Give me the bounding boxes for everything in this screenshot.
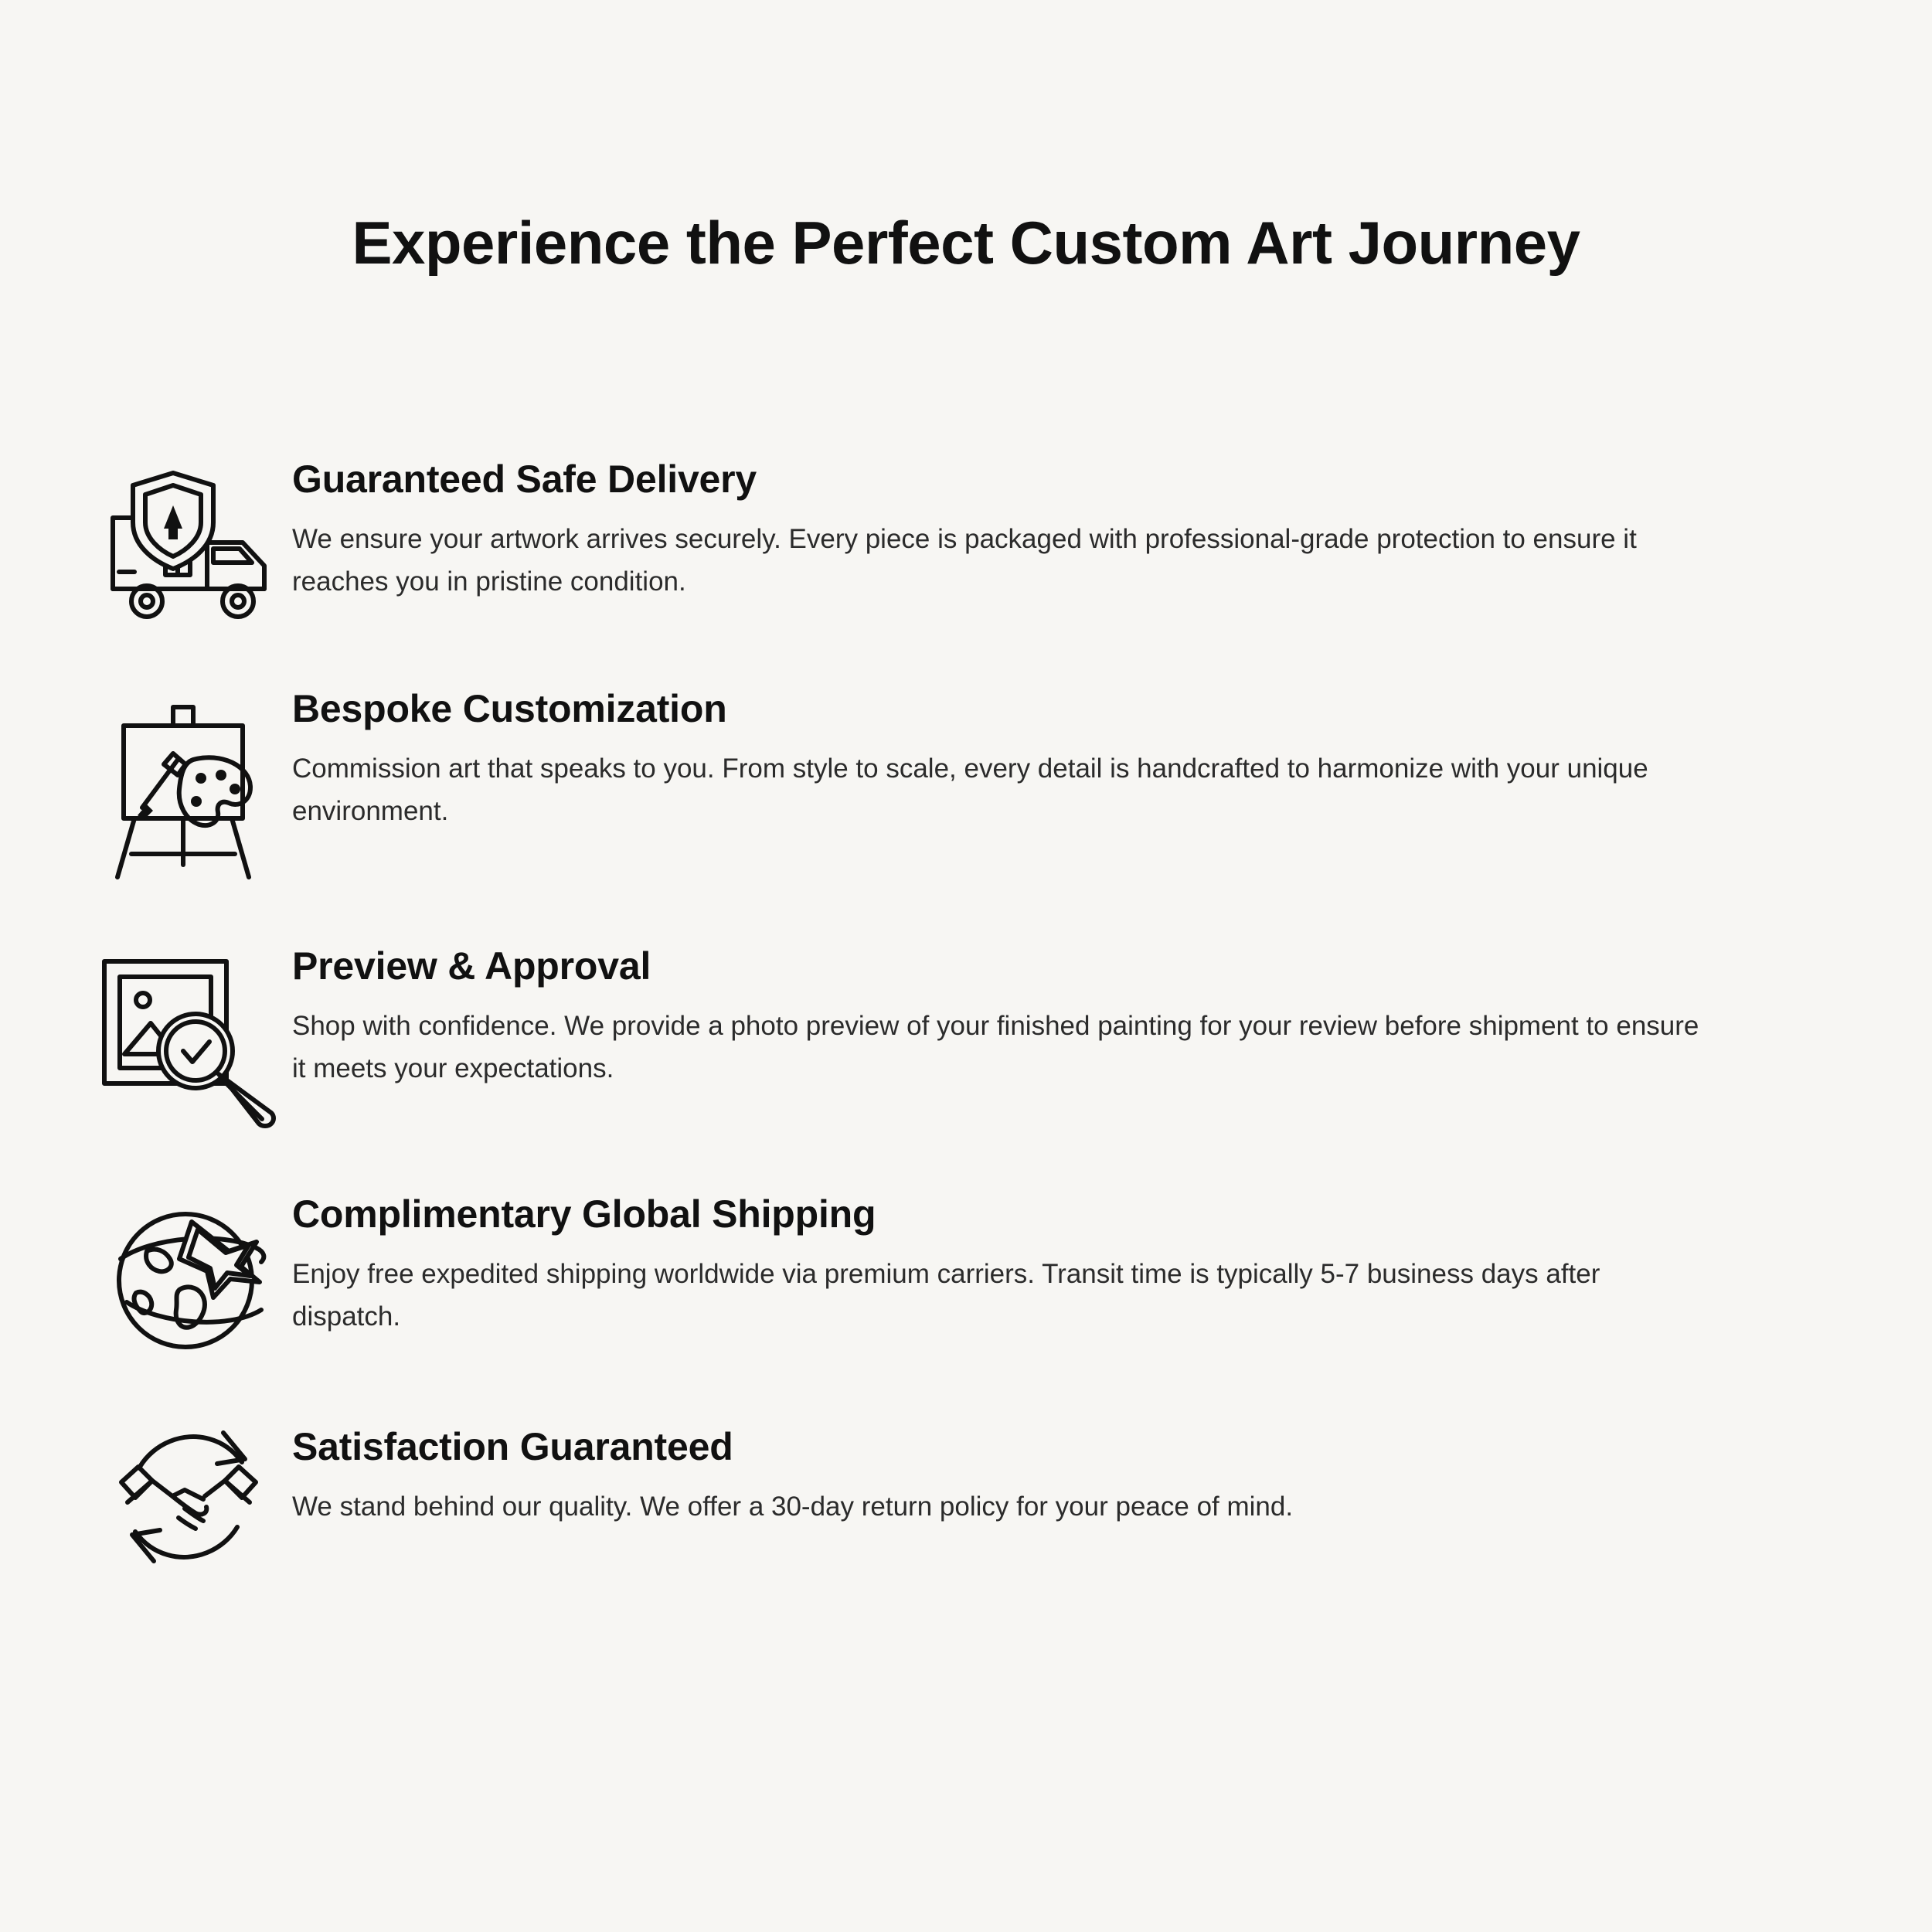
- handshake-arrows-icon: [83, 1414, 292, 1573]
- feature-text: [292, 457, 1839, 603]
- feature-description: We stand behind our quality. We offer a 30-day return policy for your peace of mind.: [292, 1492, 1294, 1522]
- page-title: Experience the Perfect Custom Art Journey: [352, 209, 1580, 277]
- list-item: [83, 457, 1839, 631]
- feature-title: Satisfaction Guaranteed: [292, 1424, 733, 1468]
- feature-title: Guaranteed Safe Delivery: [292, 457, 757, 501]
- feature-text: [292, 1192, 1839, 1338]
- globe-airplane-icon: [83, 1192, 292, 1359]
- feature-text: [292, 1414, 1839, 1529]
- easel-palette-brush-icon: [83, 687, 292, 884]
- feature-title: Bespoke Customization: [292, 686, 727, 730]
- list-item: [83, 687, 1839, 884]
- shielded-delivery-truck-icon: [83, 457, 292, 631]
- list-item: [83, 944, 1839, 1134]
- list-item: [83, 1192, 1839, 1359]
- feature-text: [292, 944, 1839, 1090]
- feature-title: Preview & Approval: [292, 944, 651, 988]
- framed-picture-magnifier-check-icon: [83, 944, 292, 1134]
- feature-description: Enjoy free expedited shipping worldwide via premium carriers. Transit time is typically 5-7 business days after dispatch.: [292, 1259, 1600, 1332]
- feature-list: [0, 457, 1932, 1573]
- feature-text: [292, 687, 1839, 832]
- feature-description: Commission art that speaks to you. From style to scale, every detail is handcrafted to harmonize with your unique environment.: [292, 753, 1648, 826]
- list-item: [83, 1414, 1839, 1573]
- feature-description: Shop with confidence. We provide a photo preview of your finished painting for your review before shipment to ensure it meets your expectations.: [292, 1011, 1699, 1083]
- feature-title: Complimentary Global Shipping: [292, 1192, 876, 1236]
- feature-description: We ensure your artwork arrives securely. Every piece is packaged with professional-grade protection to ensure it reaches you in pristine condition.: [292, 524, 1637, 597]
